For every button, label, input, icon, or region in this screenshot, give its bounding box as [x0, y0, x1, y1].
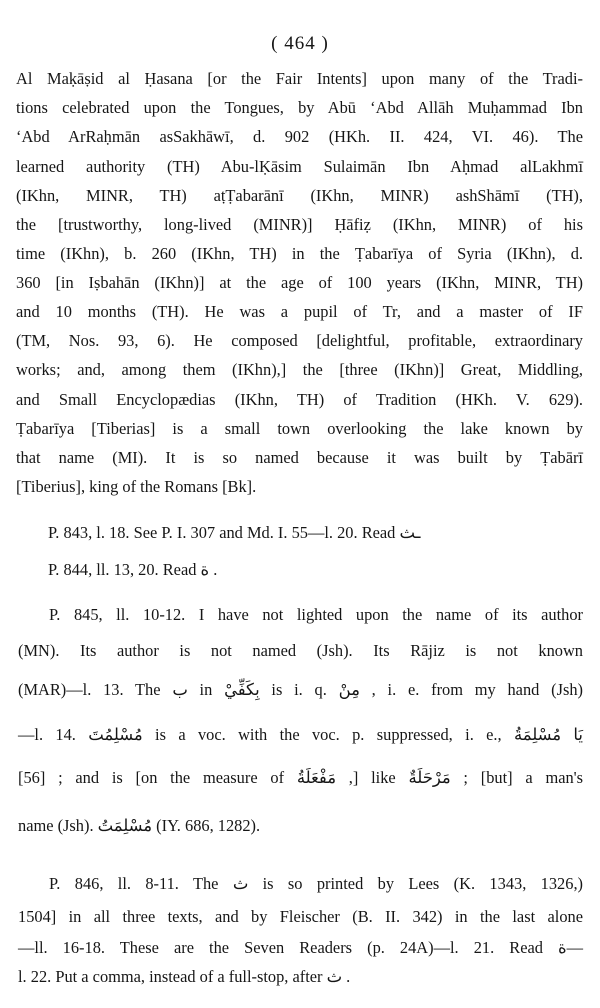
text-line: 1504] in all three texts, and by Fleischer (B. II. 342) in the last alone — [18, 907, 583, 926]
text-line: (MN). Its author is not named (Jsh). Its Rājiz is not known — [18, 641, 583, 660]
text-line: [56] ; and is [on the measure of مَفْعَلَةُ ,] like مَرْحَلَةٌ ; [but] a man's — [18, 768, 584, 787]
text-line: tions celebrated upon the Tongues, by Abū ‘Abd Allāh Muḥammad Ibn — [16, 98, 583, 117]
text-line: [Tiberius], king of the Romans [Bk]. — [16, 477, 257, 496]
text-line: and 10 months (TH). He was a pupil of Tr, and a master of IF — [16, 302, 583, 321]
text-line: ‘Abd ArRaḥmān asSakhāwī, d. 902 (HKh. II. 424, VI. 46). The — [16, 127, 583, 146]
text-line: P. 845, ll. 10-12. I have not lighted upon the name of its author — [49, 605, 583, 624]
text-line: that name (MI). It is so named because it was built by Ṭabārī — [16, 448, 583, 467]
text-line: P. 846, ll. 8-11. The ث is so printed by Lees (K. 1343, 1326,) — [49, 874, 584, 893]
text-line: (TM, Nos. 93, 6). He composed [delightful, profitable, extraordinary — [16, 331, 583, 350]
text-line: time (IKhn), b. 260 (IKhn, TH) in the Ṭabarīya of Syria (IKhn), d. — [16, 244, 583, 263]
text-line: P. 843, l. 18. See P. I. 307 and Md. I. 55—l. 20. Read ـث — [48, 523, 421, 542]
text-line: Ṭabarīya [Tiberias] is a small town overlooking the lake known by — [16, 419, 583, 438]
text-line: —ll. 16-18. These are the Seven Readers (p. 24A)—l. 21. Read ﺓ— — [18, 938, 583, 957]
text-line: (IKhn, MINR, TH) aṭṬabarānī (IKhn, MINR) ashShāmī (TH), — [16, 186, 583, 205]
text-line: and Small Encyclopædias (IKhn, TH) of Tradition (HKh. V. 629). — [16, 390, 583, 409]
text-line: P. 844, ll. 13, 20. Read ﺓ . — [48, 560, 218, 579]
text-line: Al Maḳāṣid al Ḥasana [or the Fair Intents] upon many of the Tradi- — [16, 69, 583, 88]
page-number: ( 464 ) — [271, 33, 329, 54]
text-line: 360 [in Iṣbahān (IKhn)] at the age of 100 years (IKhn, MINR, TH) — [16, 273, 583, 292]
text-line: l. 22. Put a comma, instead of a full-stop, after ث . — [18, 967, 351, 986]
text-line: (MAR)—l. 13. The ب in بِكَفِّيْ is i. q. مِنْ , i. e. from my hand (Jsh) — [18, 680, 583, 699]
text-line: learned authority (TH) Abu-lḲāsim Sulaimān Ibn Aḥmad alLakhmī — [16, 157, 583, 176]
text-line: name (Jsh). مُسْلِمَتُ (IY. 686, 1282). — [18, 816, 261, 835]
text-line: —l. 14. مُسْلِمُتَ is a voc. with the voc. p. suppressed, i. e., يَا مُسْلِمَةُ — [18, 725, 583, 744]
text-line: works; and, among them (IKhn),] the [three (IKhn)] Great, Middling, — [16, 360, 583, 379]
text-line: the [trustworthy, long-lived (MINR)] Ḥāfiẓ (IKhn, MINR) of his — [16, 215, 583, 234]
